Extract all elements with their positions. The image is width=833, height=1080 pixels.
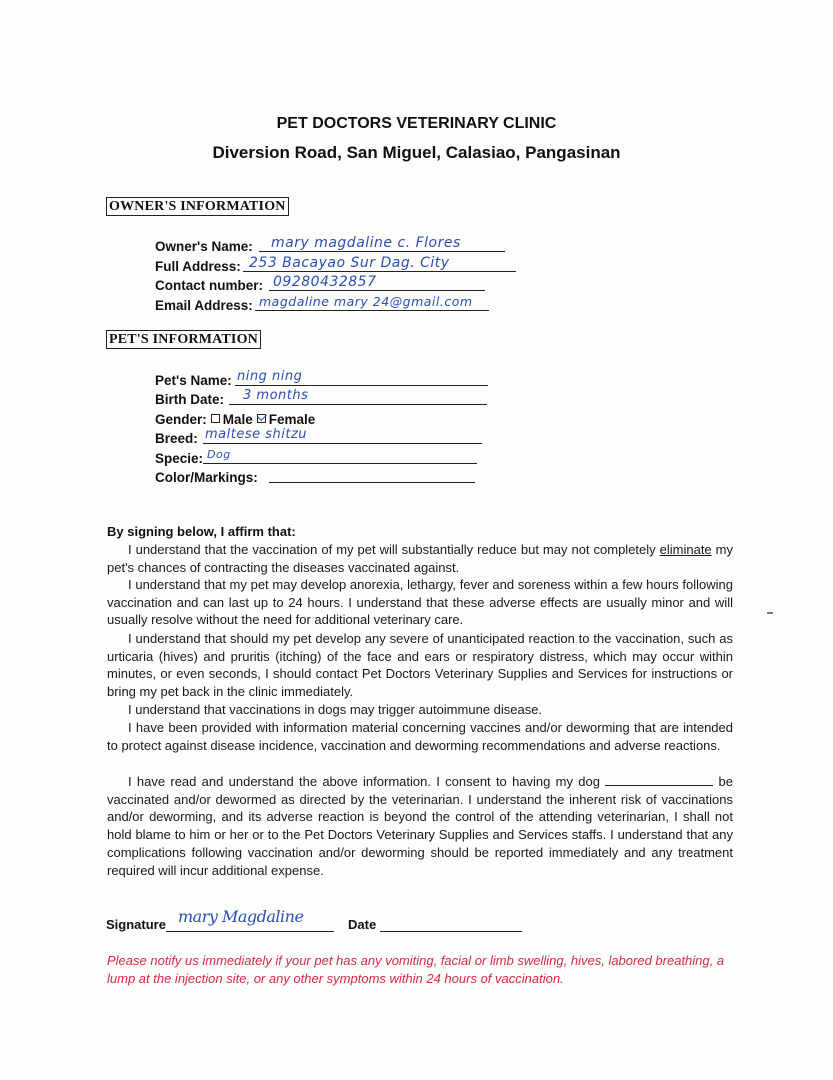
signature-label: Signature [106, 917, 166, 932]
color-markings-field[interactable] [155, 469, 258, 487]
contact-number-label: Contact number: [155, 278, 263, 293]
consent-paragraph-5: I have been provided with information material concerning vaccines and/or deworming that are intended to protect against disease incidence, vaccination and deworming recommendations and adverse reactions. [107, 720, 733, 753]
pet-section-heading: PET'S INFORMATION [106, 330, 261, 349]
gender-male-label: Male [222, 412, 253, 427]
signature-line[interactable] [166, 931, 334, 932]
affirm-heading: By signing below, I affirm that: [107, 524, 296, 539]
specie-label: Specie: [155, 451, 204, 466]
owner-section-heading: OWNER'S INFORMATION [106, 197, 289, 216]
date-label: Date [348, 917, 377, 932]
pet-name-value: ning ning [237, 369, 303, 384]
female-checkbox[interactable] [257, 414, 266, 423]
birth-date-label: Birth Date: [155, 392, 225, 407]
owner-name-value: mary magdaline c. Flores [271, 235, 461, 251]
consent-p6-text-a: I have read and understand the above information. I consent to having my dog [128, 774, 606, 789]
clinic-name: PET DOCTORS VETERINARY CLINIC [276, 115, 557, 132]
dog-name-blank[interactable] [605, 774, 713, 786]
consent-paragraph-3: I understand that should my pet develop any severe of unanticipated reaction to the vaccination, such as urticaria (hives) and pruritis (itching) of the face and ears or respiratory distress, which may occur within minutes, or even seconds, I should contact Pet Doctors Veterinary Supplies and Services for instructions or bring my pet back in the clinic immediately. [107, 631, 733, 700]
gender-female-label: Female [268, 412, 316, 427]
full-address-label: Full Address: [155, 259, 241, 274]
specie-field[interactable] [155, 448, 231, 468]
contact-number-value: 09280432857 [273, 274, 377, 290]
color-markings-line [269, 482, 475, 483]
breed-value: maltese shitzu [205, 427, 308, 442]
date-line[interactable] [380, 931, 522, 932]
clinic-address: Diversion Road, San Miguel, Calasiao, Pangasinan [212, 143, 621, 162]
pet-name-field[interactable] [155, 369, 303, 390]
email-address-value: magdaline mary 24@gmail.com [259, 294, 473, 309]
consent-p6-text-b: be vaccinated and/or dewormed as directed by the veterinarian. I understand the inherent risk of vaccinations and/or deworming, and its adverse reaction is beyond the control of the attending veterinarian, I shall not hold blame to him or her or to the Pet Doctors Veterinary Supplies and Services staffs. I understand that any complications following vaccination and/or deworming should be reported immediately and any treatment required will incur additional expense. [107, 774, 733, 878]
consent-paragraph-6 [107, 773, 733, 879]
consent-paragraph-1 [107, 541, 733, 576]
gender-label: Gender: [155, 412, 207, 427]
consent-paragraph-4: I understand that vaccinations in dogs may trigger autoimmune disease. [128, 702, 543, 717]
breed-field[interactable] [155, 427, 308, 448]
consent-p1-text-b: my pet's chances of contracting the diseases vaccinated against. [107, 542, 733, 575]
consent-paragraph-2: I understand that my pet may develop anorexia, lethargy, fever and soreness within a few hours following vaccination and can last up to 24 hours. I understand that these adverse effects are usually minor and will usually resolve without the need for additional veterinary care. [107, 577, 733, 628]
email-address-label: Email Address: [155, 298, 253, 313]
specie-line [203, 463, 477, 464]
full-address-field[interactable] [155, 255, 450, 276]
owner-name-label: Owner's Name: [155, 239, 253, 254]
email-address-field[interactable] [155, 294, 473, 315]
consent-p1-text-a: I understand that the vaccination of my pet will substantially reduce but may not completely [128, 542, 660, 557]
owner-name-field[interactable] [155, 235, 461, 256]
birth-date-value: 3 months [243, 388, 309, 403]
consent-p1-underlined: eliminate [659, 542, 712, 557]
pet-name-label: Pet's Name: [155, 373, 232, 388]
male-checkbox[interactable] [211, 414, 220, 423]
scan-speck [767, 612, 773, 614]
contact-number-field[interactable] [155, 274, 377, 295]
signature-handwriting: mary Magdaline [178, 907, 304, 926]
vaccination-notice: Please notify us immediately if your pet has any vomiting, facial or limb swelling, hives, labored breathing, a lump at the injection site, or any other symptoms within 24 hours of vaccination. [107, 953, 725, 986]
color-markings-label: Color/Markings: [155, 470, 258, 485]
full-address-value: 253 Bacayao Sur Dag. City [249, 255, 450, 271]
breed-label: Breed: [155, 431, 198, 446]
specie-value: Dog [207, 448, 231, 461]
birth-date-field[interactable] [155, 388, 309, 409]
